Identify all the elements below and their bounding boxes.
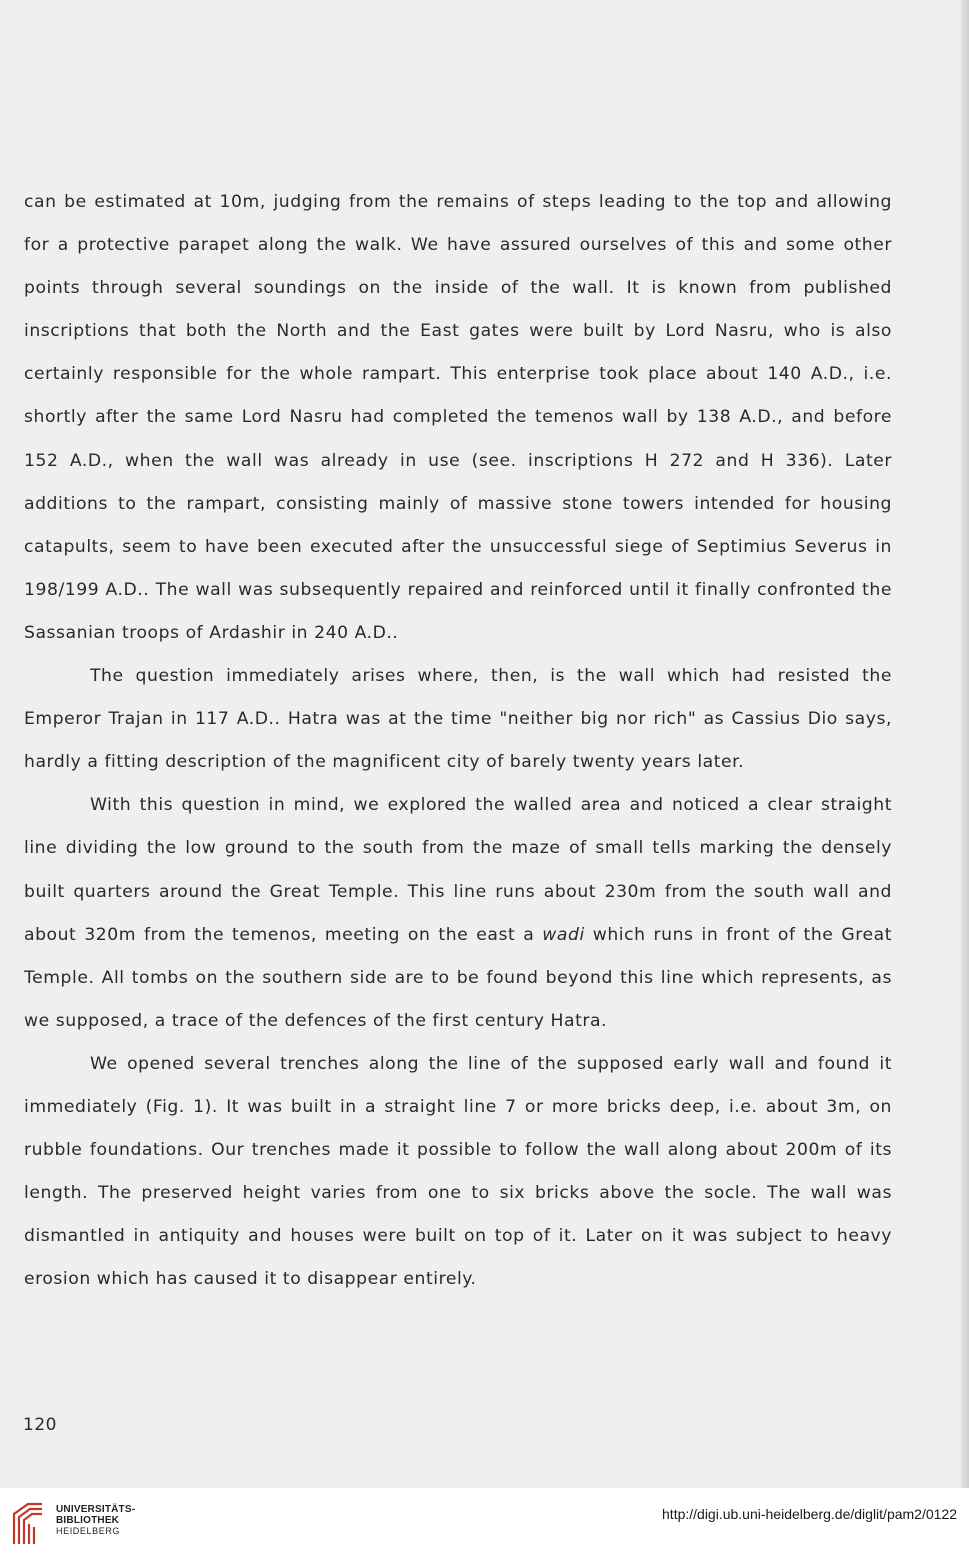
page-edge-shadow — [961, 0, 969, 1488]
page-number: 120 — [23, 1415, 57, 1435]
digitization-footer — [0, 1488, 969, 1565]
body-text — [24, 181, 892, 1301]
paragraph-2: The question immediately arises where, then, is the wall which had resisted the Emperor Trajan in 117 A.D.. Hatra was at the time "neither big nor rich" as Cassius Dio says, hardly a fitting description of the magnificent city of barely twenty years later. — [24, 666, 892, 773]
paragraph-3-text-end: which runs in front of the Great Temple. All tombs on the southern side are to be found beyond this line which represents, as we supposed, a trace of the defences of the first century Hatra. — [24, 924, 892, 1031]
library-name-line-1: UNIVERSITÄTS- — [56, 1504, 136, 1515]
paragraph-3 — [24, 784, 892, 1043]
paragraph-1: can be estimated at 10m, judging from the remains of steps leading to the top and allowing for a protective parapet along the walk. We have assured ourselves of this and some other points through several soundings on the inside of the wall. It is known from published inscriptions that both the North and the East gates were built by Lord Nasru, who is also certainly responsible for the whole rampart. This enterprise took place about 140 A.D., i.e. shortly after the same Lord Nasru had completed the temenos wall by 138 A.D., and before 152 A.D., when the wall was already in use (see. inscriptions H 272 and H 336). Later additions to the rampart, consisting mainly of massive stone towers intended for housing catapults, seem to have been executed after the unsuccessful siege of Septimius Severus in 198/199 A.D.. The wall was subsequently repaired and reinforced until it finally confronted the Sassanian troops of Ardashir in 240 A.D.. — [24, 192, 892, 643]
library-name — [56, 1504, 135, 1537]
paragraph-4: We opened several trenches along the line of the supposed early wall and found it immediately (Fig. 1). It was built in a straight line 7 or more bricks deep, i.e. about 3m, on rubble foundations. Our trenches made it possible to follow the wall along about 200m of its length. The preserved height varies from one to six bricks above the socle. The wall was dismantled in antiquity and houses were built on top of it. Later on it was subject to heavy erosion which has caused it to disappear entirely. — [24, 1053, 892, 1290]
library-name-line-3: HEIDELBERG — [56, 1526, 121, 1536]
library-name-line-2: BIBLIOTHEK — [56, 1515, 120, 1526]
paragraph-3-text-start: With this question in mind, we explored the walled area and noticed a clear straight line dividing the low ground to the south from the maze of small tells marking the densely built quarters around the Great Temple. This line runs about 230m from the south wall and about 320m from the temenos, meeting on the east a — [24, 795, 892, 945]
source-url-link[interactable]: http://digi.ub.uni-heidelberg.de/diglit/pam2/0122 — [662, 1506, 957, 1522]
wadi-term: wadi — [542, 924, 585, 945]
library-logo-icon — [10, 1500, 48, 1548]
